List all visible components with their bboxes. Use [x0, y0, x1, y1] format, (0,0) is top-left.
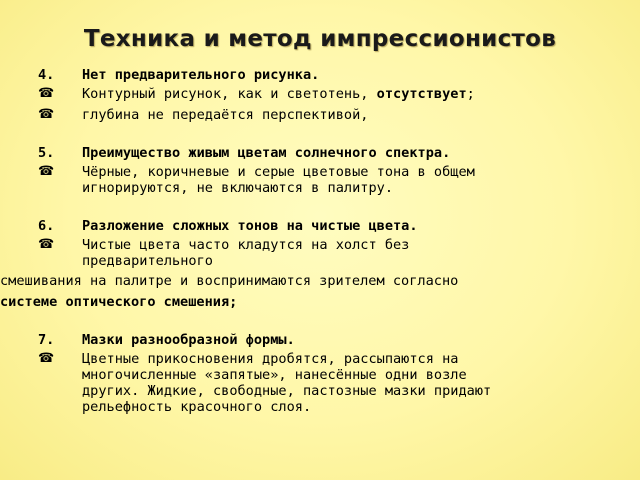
continuation-text: смешивания на палитре и воспринимаются зрителем согласно — [0, 273, 459, 289]
list-item: ☎ Контурный рисунок, как и светотень, отсутствует; — [38, 86, 475, 102]
telephone-icon: ☎ — [38, 164, 55, 179]
content — [0, 67, 618, 415]
section-number: 7. — [38, 332, 55, 348]
continuation-text: системе оптического смешения; — [0, 294, 238, 310]
section-heading: 7. Мазки разнообразной формы. — [38, 332, 295, 348]
section-heading: 6. Разложение сложных тонов на чистые цвета. — [38, 218, 418, 234]
list-item: ☎ Цветные прикосновения дробятся, рассыпаются на многочисленные «запятые», нанесённые одни возле других. Жидкие, свободные, пастозные мазки придают рельефность красочного слоя. — [38, 351, 492, 415]
section-heading: 5. Преимущество живым цветам солнечного спектра. — [38, 145, 451, 161]
list-item: ☎ глубина не передаётся перспективой, — [38, 107, 369, 123]
list-item: ☎ Чёрные, коричневые и серые цветовые тона в общем игнорируются, не включаются в палитру. — [38, 164, 475, 196]
telephone-icon: ☎ — [38, 86, 55, 101]
section-number: 5. — [38, 145, 55, 161]
section-heading: 4. Нет предварительного рисунка. — [38, 67, 320, 83]
list-item: ☎ Чистые цвета часто кладутся на холст без предварительного — [38, 237, 410, 269]
telephone-icon: ☎ — [38, 351, 55, 366]
telephone-icon: ☎ — [38, 237, 55, 252]
telephone-icon: ☎ — [38, 107, 55, 122]
page-title: Техника и метод импрессионистов — [83, 26, 557, 52]
section-number: 4. — [38, 67, 55, 83]
section-number: 6. — [38, 218, 55, 234]
